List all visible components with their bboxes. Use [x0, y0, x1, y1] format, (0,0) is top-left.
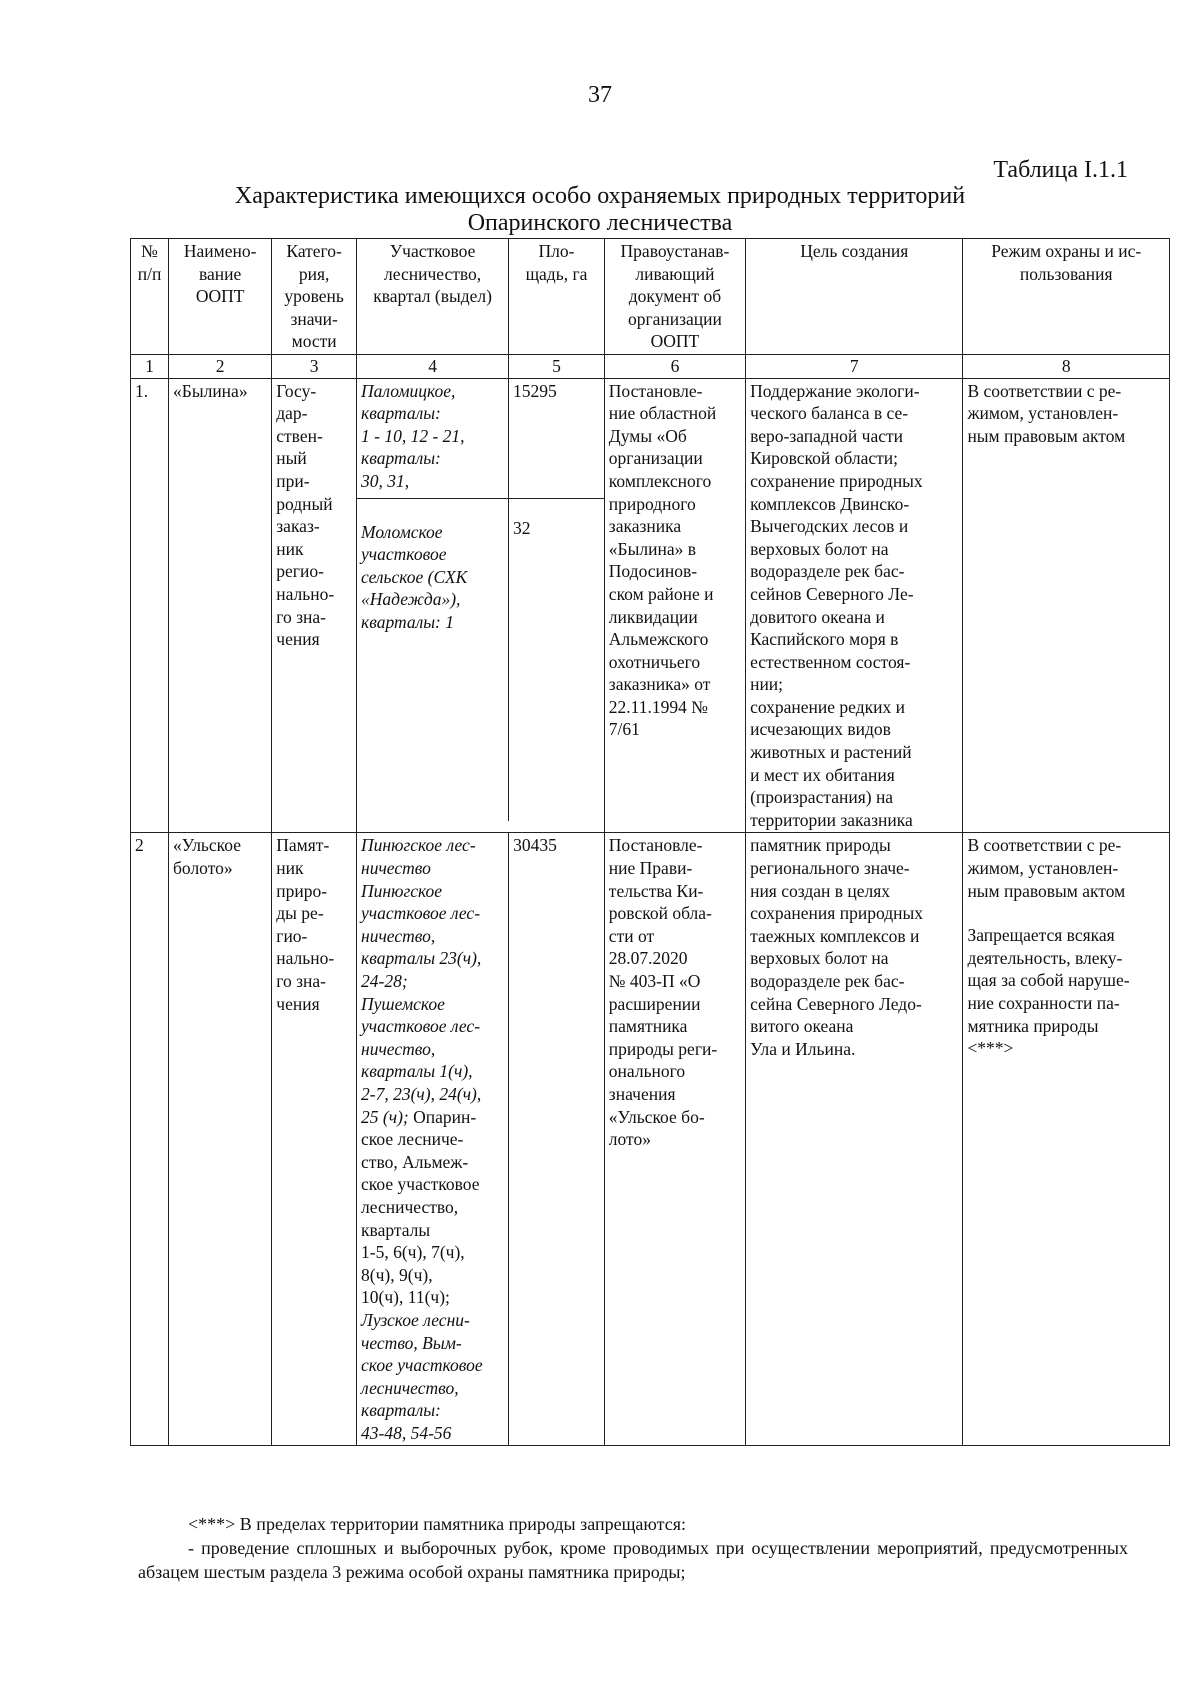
text-line: природного: [608, 493, 696, 514]
header-row: [131, 239, 1170, 355]
text-line: кварталы 23(ч),: [361, 948, 482, 969]
text-line: верховых болот на: [750, 948, 889, 969]
protection-regime: [963, 833, 1170, 1446]
column-number: 8: [963, 354, 1170, 378]
text-line: верховых болот на: [750, 538, 889, 559]
text-line: ООПТ: [195, 286, 245, 307]
text-line: «Надежда»),: [361, 589, 461, 610]
table-label: Таблица I.1.1: [993, 157, 1128, 183]
text-line: комплексов Двинско-: [750, 493, 910, 514]
text-line: гио-: [276, 925, 308, 946]
header-cell: [272, 239, 357, 355]
text-line: жимом, установлен-: [967, 858, 1119, 879]
text-line: Запрещается всякая: [967, 925, 1115, 946]
text-line: регионального значе-: [750, 858, 910, 879]
text-line: ние сохранности па-: [967, 993, 1120, 1013]
text-line: Участковое: [389, 241, 476, 261]
text-line: ликвидации: [608, 606, 698, 627]
regime-prohibition: [967, 924, 1165, 1060]
text-line: тельства Ки-: [608, 880, 704, 901]
text-line: животных и растений: [750, 742, 912, 763]
forestry-italic-part1: [361, 834, 504, 1105]
footnote: [138, 1512, 1128, 1584]
text-line: ское участковое: [361, 1355, 483, 1376]
column-number: 3: [272, 354, 357, 378]
table-title-line2: Опаринского лесничества: [467, 210, 733, 236]
text-line: сохранение редких и: [750, 696, 905, 717]
text-line: го зна-: [276, 606, 327, 627]
text-line: вание: [198, 263, 242, 284]
text-line: квартал (выдел): [373, 286, 492, 307]
text-line: Памят-: [276, 835, 330, 856]
forestry-part-a: [357, 379, 509, 498]
text-line: ным правовым актом: [967, 425, 1126, 446]
text-line: Наимено-: [183, 241, 257, 261]
text-line: заказ-: [276, 516, 320, 537]
text-line: «Былина» в: [608, 538, 696, 559]
header-cell: [169, 239, 272, 355]
text-line: веро-западной части: [750, 425, 904, 446]
forestry-mixed-italic: 25 (ч);: [361, 1106, 409, 1127]
text-line: нально-: [276, 948, 335, 969]
oopt-name: [169, 833, 272, 1446]
text-line: 22.11.1994 №: [608, 696, 708, 717]
text-line: исчезающих видов: [750, 719, 891, 740]
protection-regime: [963, 378, 1170, 833]
regime-general: [967, 834, 1165, 902]
text-line: комплексного: [608, 470, 712, 491]
text-line: Режим охраны и ис-: [991, 241, 1142, 261]
text-line: 43-48, 54-56: [361, 1422, 452, 1443]
text-line: сохранение природных: [750, 470, 923, 491]
text-line: лесничество,: [384, 263, 482, 284]
column-number: 4: [357, 354, 509, 378]
footnote-line2: - проведение сплошных и выборочных рубок, кроме проводимых при осуществлении мероприятий, предусмотренных абзацем шестым раздела 3 режима особой охраны памятника природы;: [138, 1538, 1128, 1582]
forestry-cell: [357, 833, 509, 1446]
table-title-line1: Характеристика имеющихся особо охраняемых природных территорий: [234, 183, 966, 209]
text-line: ды ре-: [276, 903, 324, 924]
text-line: лото»: [608, 1129, 651, 1150]
text-line: кварталы 1(ч),: [361, 1061, 473, 1082]
column-number: 1: [131, 354, 169, 378]
text-line: ствен-: [276, 425, 323, 446]
forestry-part-b: [357, 498, 509, 821]
text-line: регио-: [276, 561, 324, 582]
text-line: п/п: [137, 263, 162, 284]
text-line: 1 - 10, 12 - 21,: [361, 425, 465, 446]
text-line: кварталы:: [361, 403, 441, 424]
text-line: ния создан в целях: [750, 880, 891, 901]
text-line: Поддержание экологи-: [750, 380, 920, 401]
text-line: при-: [276, 470, 310, 491]
oopt-category: [272, 833, 357, 1446]
text-line: довитого океана и: [750, 606, 885, 627]
text-line: кварталы: [361, 1219, 431, 1240]
text-line: Пло-: [538, 241, 575, 261]
text-line: Моломское: [361, 521, 443, 542]
text-line: №: [141, 241, 158, 261]
table-row: [131, 833, 1170, 1446]
text-line: ние областной: [608, 403, 717, 424]
text-line: заказника» от: [608, 674, 711, 695]
text-line: чения: [276, 629, 320, 650]
area-value: 30435: [509, 833, 605, 1446]
text-line: ство, Альмеж-: [361, 1151, 469, 1172]
text-line: болото»: [173, 858, 233, 879]
area-part-a: 15295: [509, 379, 604, 498]
text-line: кварталы: 1: [361, 611, 454, 632]
text-line: ние Прави-: [608, 858, 693, 879]
text-line: 2-7, 23(ч), 24(ч),: [361, 1083, 482, 1104]
text-line: Думы «Об: [608, 425, 687, 446]
row-number: 2: [131, 833, 169, 1446]
text-line: Катего-: [286, 241, 342, 261]
text-line: водоразделе рек бас-: [750, 971, 905, 991]
text-line: ник: [276, 538, 304, 559]
text-line: Кировской области;: [750, 448, 899, 469]
text-line: ческого баланса в се-: [750, 403, 909, 424]
text-line: щадь, га: [525, 263, 588, 284]
header-cell: [746, 239, 963, 355]
text-line: ООПТ: [650, 331, 700, 352]
text-line: Ула и Ильина.: [750, 1038, 856, 1059]
forestry-mixed-line: [361, 1106, 504, 1129]
header-cell: [131, 239, 169, 355]
text-line: кварталы:: [361, 1400, 441, 1421]
text-line: памятника: [608, 1016, 688, 1037]
text-line: пользования: [1019, 263, 1113, 284]
column-number: 6: [604, 354, 745, 378]
text-line: 8(ч), 9(ч),: [361, 1264, 433, 1285]
text-line: (произрастания) на: [750, 787, 894, 808]
text-line: Постановле-: [608, 835, 703, 856]
column-number: 7: [746, 354, 963, 378]
text-line: Пинюгское лес-: [361, 835, 476, 856]
text-line: родный: [276, 493, 333, 514]
text-line: участковое лес-: [361, 1016, 481, 1037]
text-line: «Ульское бо-: [608, 1106, 705, 1127]
text-line: ское участковое: [361, 1174, 480, 1195]
text-line: мости: [291, 331, 337, 352]
footnote-line1: <***> В пределах территории памятника природы запрещаются:: [188, 1514, 686, 1534]
text-line: В соответствии с ре-: [967, 835, 1122, 856]
oopt-category: [272, 378, 357, 833]
text-line: расширении: [608, 993, 701, 1014]
forestry-italic-part2: [361, 1309, 504, 1445]
text-line: естественном состоя-: [750, 651, 911, 672]
text-line: Каспийского моря в: [750, 629, 899, 650]
column-number-row: [131, 354, 1170, 378]
text-line: деятельность, влеку-: [967, 947, 1123, 968]
text-line: организации: [627, 308, 722, 329]
text-line: рия,: [298, 263, 330, 284]
text-line: нии;: [750, 674, 784, 695]
table-row: [131, 378, 1170, 833]
text-line: <***>: [967, 1038, 1014, 1059]
text-line: ничество: [361, 858, 431, 879]
header-cell: [509, 239, 605, 355]
column-number: 2: [169, 354, 272, 378]
text-line: Подосинов-: [608, 561, 698, 582]
text-line: витого океана: [750, 1016, 854, 1037]
text-line: щая за собой наруше-: [967, 970, 1130, 991]
text-line: природы реги-: [608, 1038, 718, 1059]
text-line: 7/61: [608, 719, 640, 740]
page-number: 37: [588, 82, 612, 108]
area-part-b: 32: [513, 517, 531, 538]
text-line: сохранения природных: [750, 903, 923, 924]
text-line: жимом, установлен-: [967, 403, 1119, 424]
text-line: лесничество,: [361, 1196, 459, 1217]
text-line: 28.07.2020: [608, 948, 688, 969]
text-line: онального: [608, 1061, 686, 1082]
legal-document: [604, 833, 745, 1446]
column-number: 5: [509, 354, 605, 378]
text-line: заказника: [608, 516, 682, 537]
text-line: ным правовым актом: [967, 880, 1126, 901]
text-line: лесничество,: [361, 1377, 459, 1398]
text-line: «Былина»: [173, 380, 248, 401]
text-line: ливающий: [635, 263, 715, 284]
text-line: приро-: [276, 880, 328, 901]
text-line: сельское (СХК: [361, 566, 468, 587]
text-line: участковое лес-: [361, 903, 481, 924]
creation-purpose: [746, 833, 963, 1446]
text-line: Правоустанав-: [620, 241, 730, 261]
text-line: кварталы:: [361, 448, 441, 469]
legal-document: [604, 378, 745, 833]
row-number: 1.: [131, 378, 169, 833]
text-line: Постановле-: [608, 380, 703, 401]
header-cell: [604, 239, 745, 355]
oopt-name: [169, 378, 272, 833]
forestry-plain-part: [361, 1128, 504, 1309]
text-line: таежных комплексов и: [750, 925, 920, 946]
text-line: охотничьего: [608, 651, 701, 672]
creation-purpose: [746, 378, 963, 833]
text-line: Лузское лесни-: [361, 1309, 470, 1330]
text-line: ровской обла-: [608, 903, 712, 924]
text-line: ское лесниче-: [361, 1129, 464, 1150]
header-cell: [963, 239, 1170, 355]
text-line: 1-5, 6(ч), 7(ч),: [361, 1242, 465, 1263]
forestry-area-group: [357, 378, 605, 833]
text-line: В соответствии с ре-: [967, 380, 1122, 401]
forestry-mixed-plain: Опарин-: [408, 1106, 477, 1127]
text-line: участковое: [361, 544, 447, 565]
text-line: Госу-: [276, 380, 317, 401]
text-line: Альмежского: [608, 629, 709, 650]
text-line: ничество,: [361, 1038, 436, 1059]
protected-areas-table: [130, 238, 1170, 1446]
text-line: значения: [608, 1083, 676, 1104]
text-line: 24-28;: [361, 971, 408, 991]
text-line: Вычегодских лесов и: [750, 516, 909, 537]
text-line: документ об: [628, 286, 722, 307]
text-line: Паломицкое,: [361, 380, 456, 401]
text-line: ный: [276, 448, 307, 469]
text-line: 30, 31,: [361, 470, 410, 491]
text-line: Пинюгское: [361, 880, 443, 901]
text-line: Цель создания: [800, 241, 909, 261]
text-line: ничество,: [361, 925, 436, 946]
text-line: сейна Северного Ледо-: [750, 993, 922, 1014]
text-line: памятник природы: [750, 835, 891, 856]
text-line: организации: [608, 448, 703, 469]
text-line: ник: [276, 858, 304, 879]
forestry-subtable: [357, 379, 604, 821]
text-line: 10(ч), 11(ч);: [361, 1287, 450, 1308]
text-line: территории заказника: [750, 809, 913, 830]
text-line: Пушемское: [361, 993, 445, 1014]
text-line: ском районе и: [608, 583, 714, 604]
text-line: мятника природы: [967, 1015, 1099, 1036]
text-line: чество, Вым-: [361, 1332, 462, 1353]
text-line: значи-: [290, 308, 338, 329]
text-line: нально-: [276, 583, 335, 604]
text-line: «Ульское: [173, 835, 242, 856]
text-line: го зна-: [276, 971, 327, 991]
text-line: водоразделе рек бас-: [750, 561, 905, 582]
text-line: сейнов Северного Ле-: [750, 583, 914, 604]
text-line: и мест их обитания: [750, 764, 895, 785]
text-line: чения: [276, 993, 320, 1014]
header-cell: [357, 239, 509, 355]
text-line: № 403-П «О: [608, 971, 701, 991]
table-title: [0, 183, 1200, 237]
text-line: сти от: [608, 925, 655, 946]
text-line: дар-: [276, 403, 308, 424]
text-line: уровень: [284, 286, 344, 307]
